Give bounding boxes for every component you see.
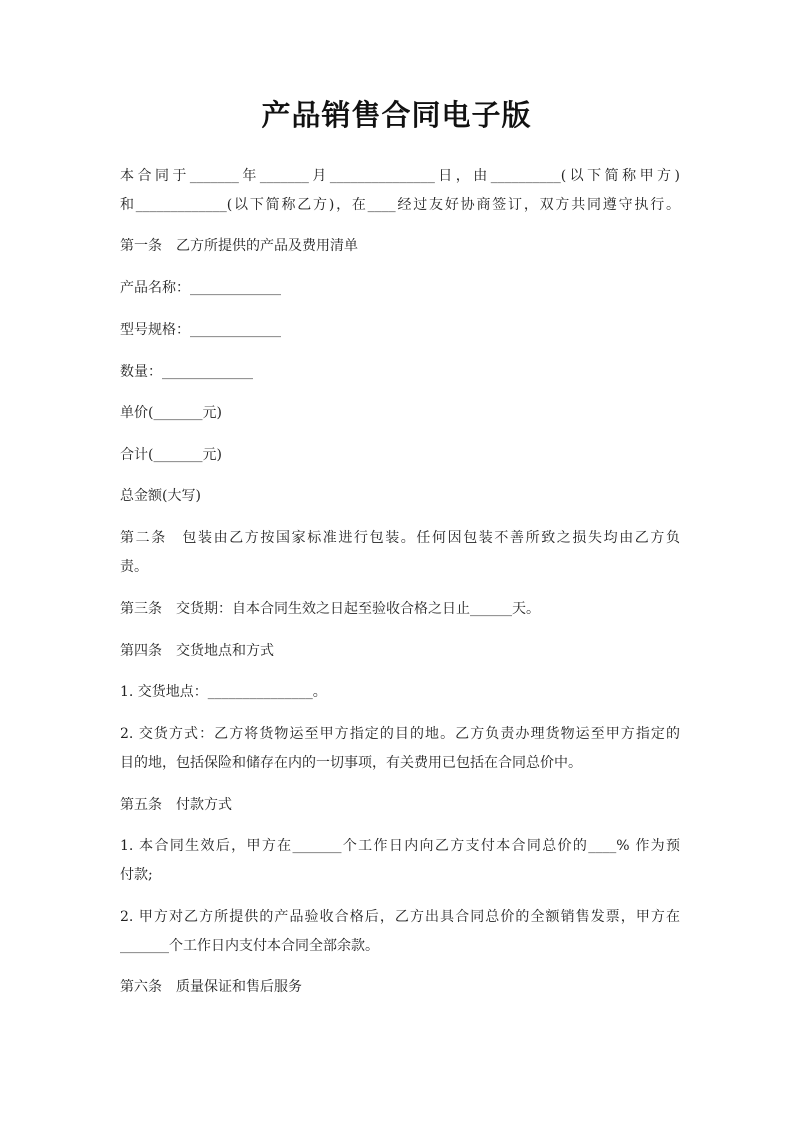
paragraph-line: 第二条 包装由乙方按国家标准进行包装。任何因包装不善所致之损失均由乙方负 <box>120 530 680 546</box>
field-model-spec: 型号规格：_____________ <box>120 322 281 338</box>
article-heading: 第五条 付款方式 <box>120 797 232 813</box>
paragraph-line: 1. 本合同生效后，甲方在_______个工作日内向乙方支付本合同总价的____% 作为预 <box>120 838 680 854</box>
paragraph-line: 和_____________(以下简称乙方)，在____经过友好协商签订，双方共同遵守执行。 <box>120 197 680 213</box>
paragraph-line: 本合同于_______年_______月_______________日，由__________(以下简称甲方) <box>120 168 680 184</box>
field-unit-price: 单价(_______元) <box>120 405 222 421</box>
paragraph-line: 2. 甲方对乙方所提供的产品验收合格后，乙方出具合同总价的全额销售发票，甲方在 <box>120 909 680 925</box>
field-subtotal: 合计(_______元) <box>120 447 222 463</box>
article-heading: 第三条 交货期：自本合同生效之日起至验收合格之日止______天。 <box>120 601 540 617</box>
article-heading: 第六条 质量保证和售后服务 <box>120 979 302 995</box>
field-total-amount: 总金额(大写) <box>120 488 201 504</box>
field-product-name: 产品名称：_____________ <box>120 280 281 296</box>
field-quantity: 数量：_____________ <box>120 364 253 380</box>
article-heading: 第一条 乙方所提供的产品及费用清单 <box>120 238 358 254</box>
article-heading: 第四条 交货地点和方式 <box>120 643 274 659</box>
paragraph-line: 付款; <box>120 867 153 883</box>
paragraph-line: _______个工作日内支付本合同全部余款。 <box>120 938 379 954</box>
field-delivery-place: 1. 交货地点：_______________。 <box>120 684 327 700</box>
paragraph-line: 目的地，包括保险和储存在内的一切事项，有关费用已包括在合同总价中。 <box>120 755 582 771</box>
paragraph-line: 2. 交货方式：乙方将货物运至甲方指定的目的地。乙方负责办理货物运至甲方指定的 <box>120 726 680 742</box>
paragraph-line: 责。 <box>120 559 148 575</box>
document-title: 产品销售合同电子版 <box>261 98 532 132</box>
